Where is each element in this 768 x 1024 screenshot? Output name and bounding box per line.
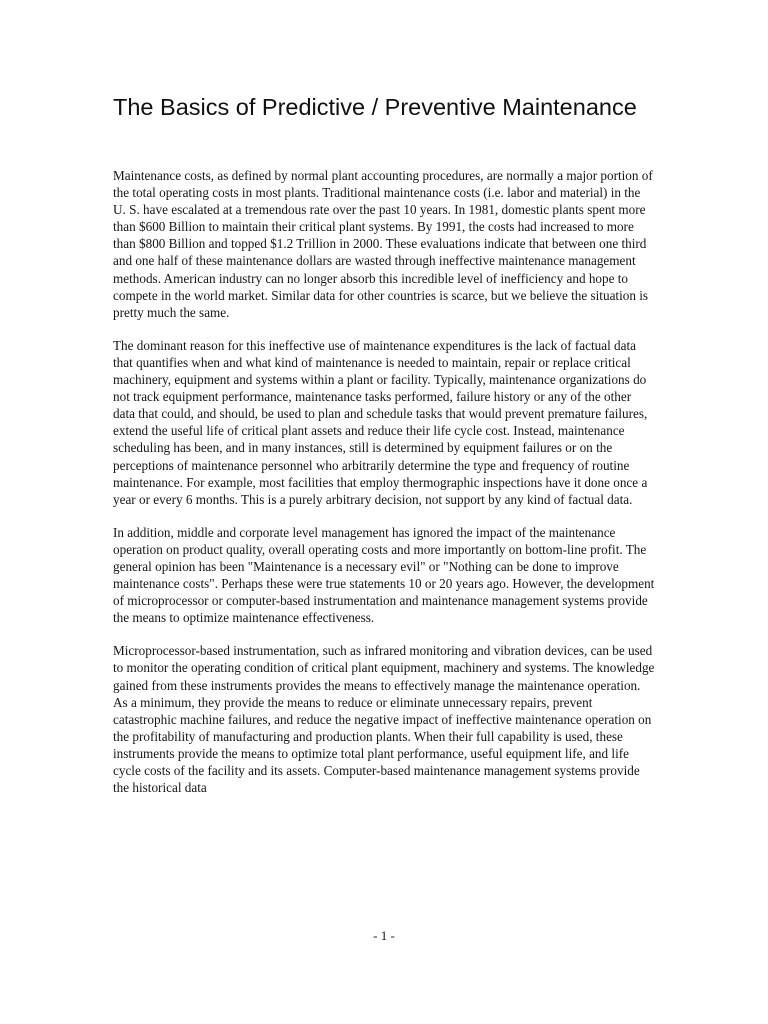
paragraph-1: Maintenance costs, as defined by normal plant accounting procedures, are normally a major portion of the total operating costs in most plants. Traditional maintenance costs (i.e. labor and material) in the U. S. have escalated at a tremendous rate over the past 10 years. In 1981, domestic plants spent more than $600 Billion to maintain their critical plant systems. By 1991, the costs had increased to more than $800 Billion and topped $1.2 Trillion in 2000. These evaluations indicate that between one third and one half of these maintenance dollars are wasted through ineffective maintenance management methods. American industry can no longer absorb this incredible level of inefficiency and hope to compete in the world market. Similar data for other countries is scarce, but we believe the situation is pretty much the same. xyxy=(113,168,653,320)
page-number: - 1 - xyxy=(373,928,395,943)
paragraph-4: Microprocessor-based instrumentation, such as infrared monitoring and vibration devices, can be used to monitor the operating condition of critical plant equipment, machinery and systems. The knowledge gained from these instruments provides the means to effectively manage the maintenance operation. As a minimum, they provide the means to reduce or eliminate unnecessary repairs, prevent catastrophic machine failures, and reduce the negative impact of ineffective maintenance operation on the profitability of manufacturing and production plants. When their full capability is used, these instruments provide the means to optimize total plant performance, useful equipment life, and life cycle costs of the facility and its assets. Computer-based maintenance management systems provide the historical data xyxy=(113,643,655,796)
paragraph-3: In addition, middle and corporate level management has ignored the impact of the maintenance operation on product quality, overall operating costs and more importantly on bottom-line profit. The general opinion has been "Maintenance is a necessary evil" or "Nothing can be done to improve maintenance costs". Perhaps these were true statements 10 or 20 years ago. However, the development of microprocessor or computer-based instrumentation and maintenance management systems provide the means to optimize maintenance effectiveness. xyxy=(113,524,655,626)
paragraph-2: The dominant reason for this ineffective use of maintenance expenditures is the lack of factual data that quantifies when and what kind of maintenance is needed to maintain, repair or replace critical machinery, equipment and systems within a plant or facility. Typically, maintenance organizations do not track equipment performance, maintenance tasks performed, failure history or any of the other data that could, and should, be used to plan and schedule tasks that would prevent premature failures, extend the useful life of critical plant assets and reduce their life cycle cost. Instead, maintenance scheduling has been, and in many instances, still is determined by equipment failures or on the perceptions of maintenance personnel who arbitrarily determine the type and frequency of routine maintenance. For example, most facilities that employ thermographic inspections have it done once a year or every 6 months. This is a purely arbitrary decision, not support by any kind of factual data. xyxy=(113,337,648,507)
document-title: The Basics of Predictive / Preventive Maintenance xyxy=(113,94,637,120)
page-content xyxy=(113,92,656,812)
